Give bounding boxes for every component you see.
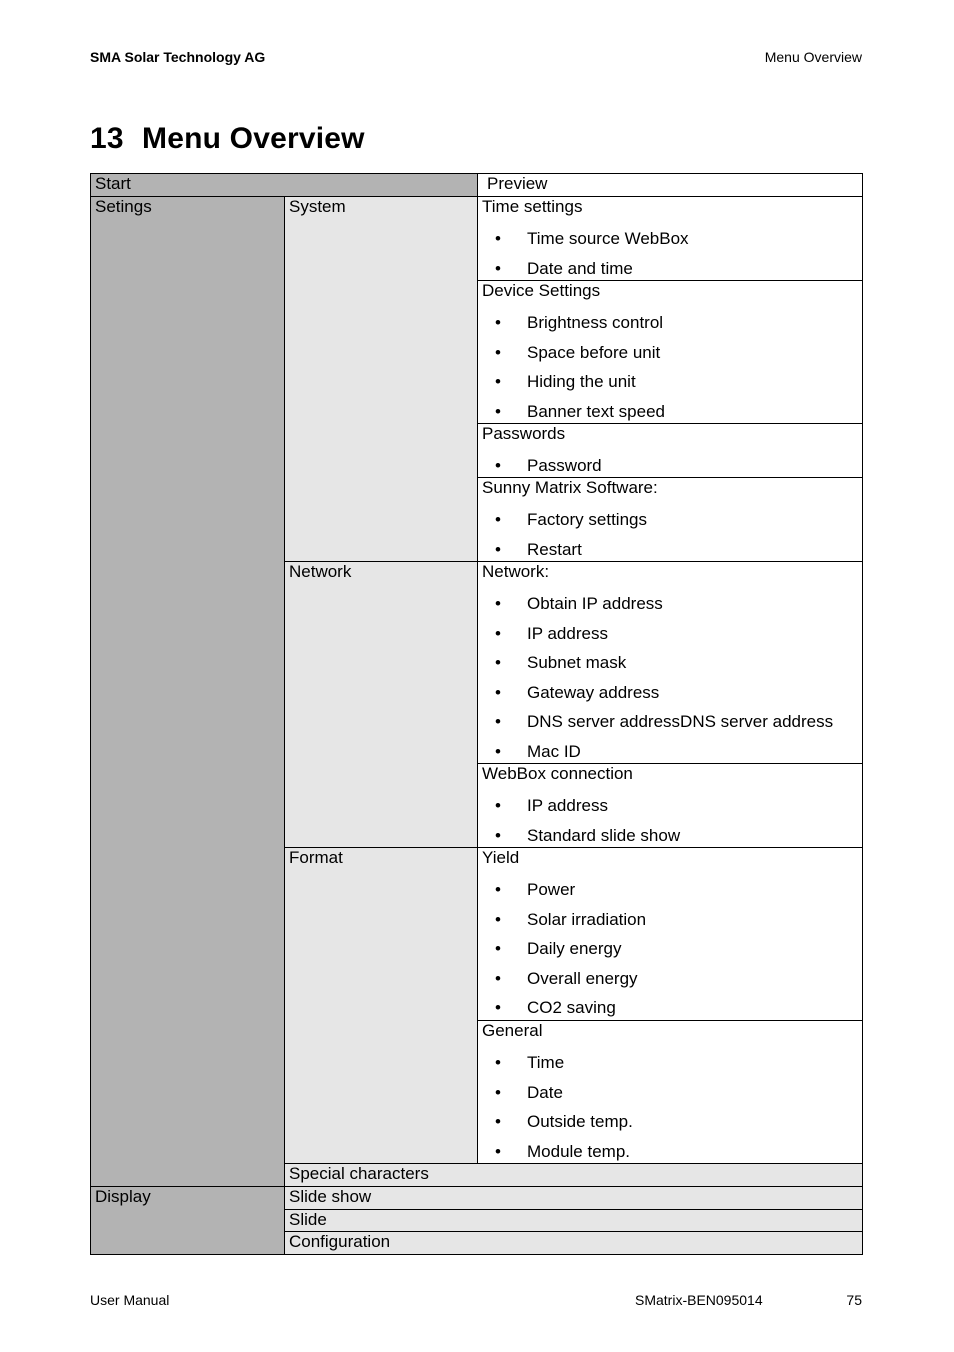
list-item: • Module temp.	[495, 1141, 630, 1161]
list-item: • Daily energy	[495, 939, 622, 959]
group-passwords	[477, 423, 863, 478]
list-item: • Standard slide show	[495, 825, 681, 845]
cell-system: System	[284, 196, 478, 562]
list-item: • Space before unit	[495, 342, 661, 362]
group-title: General	[482, 1021, 543, 1040]
list-item: • Power	[495, 880, 576, 899]
list-item: • IP address	[495, 623, 608, 643]
group-title: WebBox connection	[482, 764, 633, 783]
group-time-settings	[477, 196, 863, 281]
cell-preview: Preview	[477, 173, 863, 197]
cell-slide-show: Slide show	[284, 1186, 863, 1210]
chapter-number: 13	[90, 122, 124, 155]
group-title: Sunny Matrix Software:	[482, 478, 658, 497]
header-company: SMA Solar Technology AG	[90, 49, 266, 65]
list-item: • Overall energy	[495, 968, 638, 988]
cell-display: Display	[90, 1186, 285, 1255]
list-item: • Subnet mask	[495, 653, 627, 673]
page-title	[90, 122, 365, 156]
list-item: • Mac ID	[495, 741, 581, 761]
group-network	[477, 561, 863, 764]
list-item: • Outside temp.	[495, 1112, 633, 1132]
list-item: • Hiding the unit	[495, 372, 636, 392]
group-general	[477, 1020, 863, 1164]
header-section: Menu Overview	[764, 49, 862, 65]
list-item: • CO2 saving	[495, 998, 616, 1018]
list-item: • IP address	[495, 796, 608, 815]
list-item: • Obtain IP address	[495, 594, 663, 613]
list-item: • Time source WebBox	[495, 229, 689, 248]
list-item: • Factory settings	[495, 510, 647, 529]
footer-doc-code: SMatrix-BEN095014	[635, 1292, 763, 1308]
group-title: Time settings	[482, 197, 583, 216]
list-item: • Date	[495, 1082, 563, 1102]
list-item: • Brightness control	[495, 313, 664, 332]
chapter-title: Menu Overview	[142, 122, 365, 155]
footer-doc-type: User Manual	[90, 1292, 170, 1308]
list-item: • DNS server addressDNS server address	[495, 712, 834, 732]
cell-network: Network	[284, 561, 478, 848]
list-item: • Date and time	[495, 258, 633, 278]
cell-configuration: Configuration	[284, 1231, 863, 1255]
list-item: • Time	[495, 1053, 565, 1072]
group-sunny-matrix-software	[477, 477, 863, 562]
group-device-settings	[477, 280, 863, 424]
group-webbox-connection	[477, 763, 863, 848]
list-item: • Banner text speed	[495, 401, 665, 421]
cell-start: Start	[90, 173, 478, 197]
group-title: Passwords	[482, 424, 566, 443]
group-yield	[477, 847, 863, 1021]
list-item: • Restart	[495, 539, 582, 559]
group-title: Device Settings	[482, 281, 601, 300]
group-title: Yield	[482, 848, 520, 867]
list-item: • Gateway address	[495, 682, 660, 702]
cell-format: Format	[284, 847, 478, 1164]
cell-settings: Setings	[90, 196, 285, 1187]
cell-slide: Slide	[284, 1209, 863, 1232]
footer-page-number: 75	[846, 1292, 862, 1308]
cell-special-characters: Special characters	[284, 1163, 863, 1187]
group-title: Network:	[482, 562, 550, 581]
list-item: • Solar irradiation	[495, 909, 647, 929]
list-item: • Password	[495, 456, 602, 475]
